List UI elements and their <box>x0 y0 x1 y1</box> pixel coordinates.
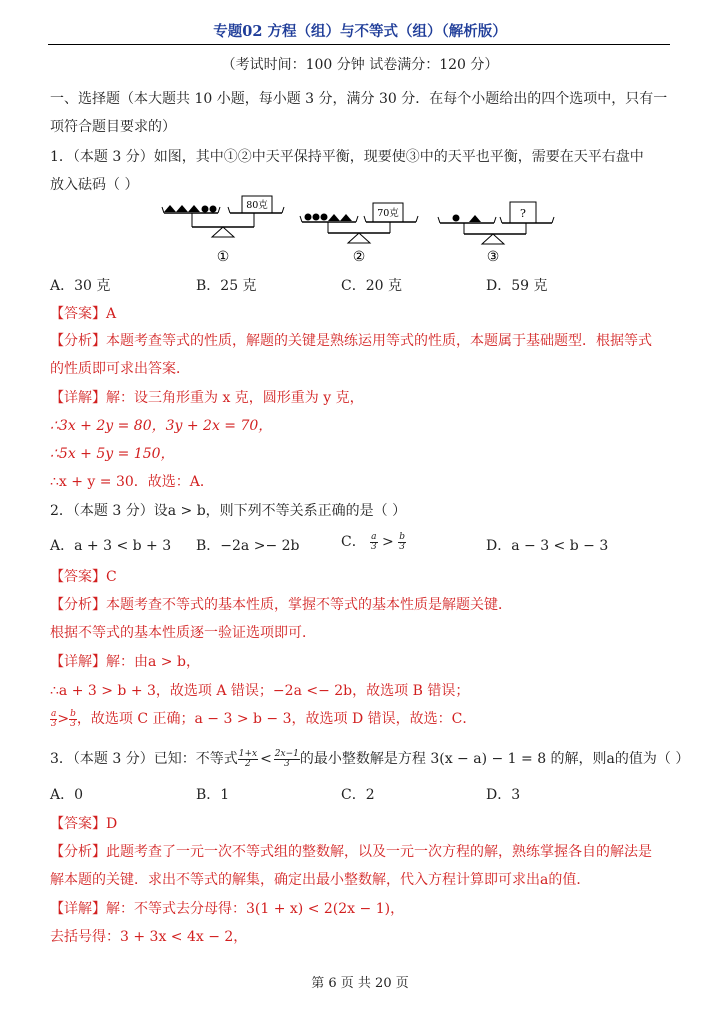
q1-option-a: A．30 克 <box>50 278 111 294</box>
q3-stem: 3．（本题 3 分）已知：不等式 $\frac{1+x}{2}$ < $\frac{2x-1}{3}$ 的最小整数解是方程 3(x − a) − 1 = 8 的解，则a的值为（ ） <box>50 748 690 769</box>
q3-option-a: A．0 <box>50 787 84 803</box>
page-title: 专题02 方程（组）与不等式（组）（解析版） <box>213 23 507 40</box>
q1-detail-line1: 【详解】解：设三角形重为 x 克，圆形重为 y 克， <box>50 390 364 406</box>
balance-3 <box>438 202 554 265</box>
q2-option-c-prefix: C． <box>341 534 366 550</box>
circle-weight <box>210 206 217 213</box>
q2-detail-line2: ∴a + 3 > b + 3，故选项 A 错误；−2a <− 2b，故选项 B 错误； <box>50 683 470 699</box>
fraction-a-over-3: $\frac{a}{3}$ <box>50 708 57 729</box>
circle-weight <box>202 206 209 213</box>
triangle-weight <box>164 205 176 212</box>
greater-than-sign: > <box>382 534 394 550</box>
triangle-weight <box>176 205 188 212</box>
q3-detail-line2: 去括号得：3 + 3x < 4x − 2， <box>50 929 248 945</box>
q2-stem: 2．（本题 3 分）设a > b，则下列不等关系正确的是（ ） <box>50 503 407 519</box>
q3-detail-line1: 【详解】解：不等式去分母得：3(1 + x) < 2(2x − 1)， <box>50 901 405 917</box>
box2-label: 70克 <box>377 208 399 219</box>
q3-answer: 【答案】D <box>50 816 118 832</box>
balance-1 <box>162 196 284 265</box>
q2-detail-line3-text: ，故选项 C 正确；a − 3 > b − 3，故选项 D 错误，故选：C． <box>76 711 477 727</box>
circle-weight <box>453 215 460 222</box>
page-footer: 第 6 页 共 20 页 <box>311 976 409 991</box>
fraction-1plusx-over-2: $\frac{1+x}{2}$ <box>238 748 258 769</box>
fraction-2xminus1-over-3: $\frac{2x-1}{3}$ <box>274 748 299 769</box>
balance-2-label: ② <box>352 249 366 265</box>
q1-option-c: C．20 克 <box>341 278 402 294</box>
q1-option-d: D．59 克 <box>486 278 548 294</box>
title-rule <box>48 44 670 45</box>
q1-stem-line2: 放入砝码（ ） <box>50 177 139 193</box>
q3-analysis-line1: 【分析】此题考查了一元一次不等式组的整数解，以及一元一次方程的解，熟练掌握各自的解法是 <box>50 844 652 860</box>
q2-analysis-line1: 【分析】本题考查不等式的基本性质，掌握不等式的基本性质是解题关键． <box>50 597 512 613</box>
triangle-weight <box>340 214 352 221</box>
q1-analysis-line2: 的性质即可求出答案． <box>50 361 190 377</box>
balance-figure <box>160 193 560 268</box>
q2-detail-line3: $\frac{a}{3}$ > $\frac{b}{3}$ ，故选项 C 正确；a − 3 > b − 3，故选项 D 错误，故选：C． <box>50 708 477 729</box>
balance-3-label: ③ <box>486 249 500 265</box>
q1-stem-line1: 1．（本题 3 分）如图，其中①②中天平保持平衡，现要使③中的天平也平衡，需要在天平右盘中 <box>50 149 644 165</box>
circle-weight <box>305 214 312 221</box>
q3-option-d: D．3 <box>486 787 521 803</box>
fraction-b-over-3: $\frac{b}{3}$ <box>399 531 405 552</box>
q1-option-b: B．25 克 <box>196 278 257 294</box>
exam-info: （考试时间：100 分钟 试卷满分：120 分） <box>221 57 499 73</box>
box1-label: 80克 <box>246 200 268 211</box>
q2-option-a: A．a + 3 < b + 3 <box>50 538 172 554</box>
q1-detail-line4: ∴x + y = 30．故选：A． <box>50 474 214 490</box>
q2-option-c <box>341 531 406 552</box>
circle-weight <box>321 214 328 221</box>
box3-label: ? <box>520 207 526 220</box>
fraction-a-over-3: $\frac{a}{3}$ <box>370 531 377 552</box>
q2-answer: 【答案】C <box>50 569 117 585</box>
triangle-weight <box>469 215 481 222</box>
triangle-weight <box>328 214 340 221</box>
section-heading-line1: 一、选择题（本大题共 10 小题，每小题 3 分，满分 30 分．在每个小题给出的四个选项中，只有一 <box>50 91 668 107</box>
q2-option-d: D．a − 3 < b − 3 <box>486 538 609 554</box>
circle-weight <box>313 214 320 221</box>
q1-detail-line3: ∴5x + 5y = 150， <box>50 446 175 462</box>
q3-analysis-line2: 解本题的关键．求出不等式的解集，确定出最小整数解，代入方程计算即可求出a的值． <box>50 872 591 888</box>
q1-analysis-line1: 【分析】本题考查等式的性质，解题的关键是熟练运用等式的性质，本题属于基础题型．根据等式 <box>50 333 652 349</box>
q1-answer: 【答案】A <box>50 306 117 322</box>
q1-detail-line2: ∴3x + 2y = 80，3y + 2x = 70， <box>50 418 273 434</box>
q3-option-b: B．1 <box>196 787 230 803</box>
fraction-b-over-3: $\frac{b}{3}$ <box>70 708 76 729</box>
section-heading-line2: 项符合题目要求的） <box>50 119 176 135</box>
triangle-weight <box>188 205 200 212</box>
q2-detail-line1: 【详解】解：由a > b， <box>50 654 200 670</box>
q3-option-c: C．2 <box>341 787 375 803</box>
q2-analysis-line2: 根据不等式的基本性质逐一验证选项即可． <box>50 625 316 641</box>
q2-option-b: B．−2a >− 2b <box>196 538 300 554</box>
balance-1-label: ① <box>216 249 230 265</box>
balance-2 <box>300 203 418 265</box>
